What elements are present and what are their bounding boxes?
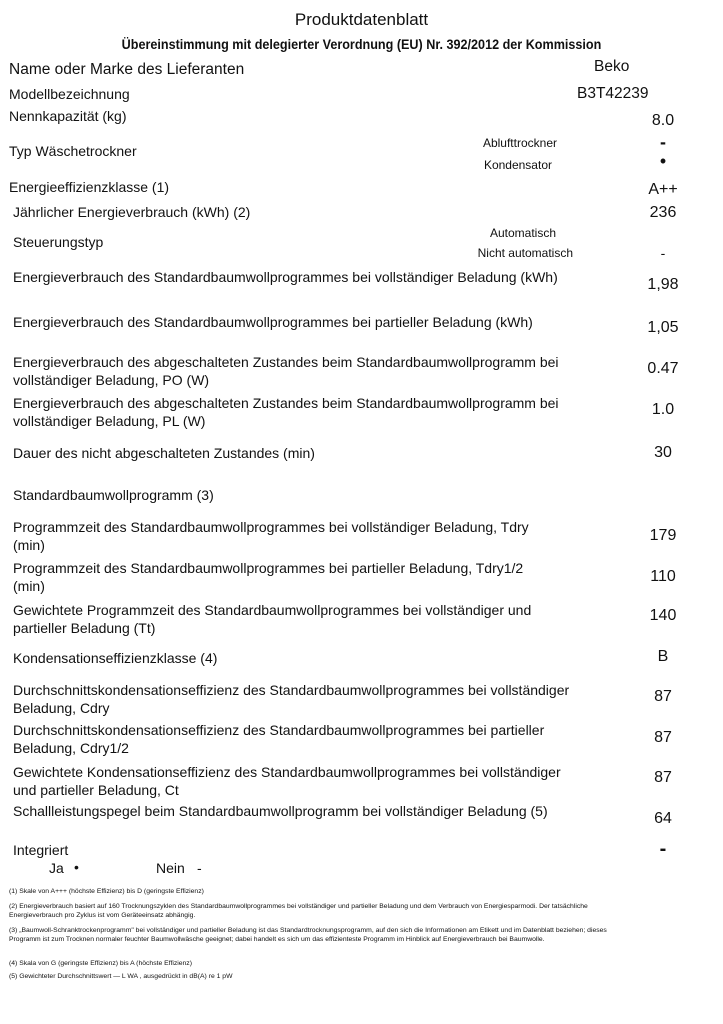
energy-partial-value: 1,05 — [647, 319, 679, 336]
cond-full-label: Durchschnittskondensationseffizienz des Standardbaumwollprogrammes bei vollständiger Beladung, Cdry — [13, 682, 570, 716]
footnote-1: (1) Skale von A+++ (höchste Effizienz) bis D (geringste Effizienz) — [9, 888, 204, 895]
standard-program-heading: Standardbaumwollprogramm (3) — [13, 487, 214, 503]
left-on-duration-label: Dauer des nicht abgeschalteten Zustandes (min) — [13, 445, 315, 461]
left-on-mode-label: Energieverbrauch des abgeschalteten Zustandes beim Standardbaumwollprogramm bei vollständiger Beladung, PL (W) — [13, 395, 559, 429]
control-type-manual-value: - — [660, 245, 666, 261]
integrated-no-label: Nein — [156, 860, 185, 876]
control-type-option-manual: Nicht automatisch — [477, 246, 573, 260]
noise-label: Schallleistungspegel beim Standardbaumwollprogramm bei vollständiger Beladung (5) — [13, 803, 548, 819]
supplier-value: Beko — [594, 58, 630, 75]
integrated-value: - — [659, 838, 667, 860]
off-mode-label: Energieverbrauch des abgeschalteten Zustandes beim Standardbaumwollprogramm bei vollständiger Beladung, PO (W) — [13, 354, 559, 388]
integrated-label: Integriert — [13, 842, 69, 858]
energy-partial-label: Energieverbrauch des Standardbaumwollprogrammes bei partieller Beladung (kWh) — [13, 314, 533, 330]
control-type-option-automatic: Automatisch — [489, 226, 556, 240]
footnote-4: (4) Skala von G (geringste Effizienz) bis A (höchste Effizienz) — [9, 960, 192, 967]
integrated-no-mark: - — [197, 860, 202, 876]
off-mode-value: 0.47 — [647, 360, 679, 377]
energy-class-label: Energieeffizienzklasse (1) — [9, 179, 170, 195]
cond-weighted-value: 87 — [654, 769, 672, 786]
dryer-type-label: Typ Wäschetrockner — [9, 143, 137, 159]
integrated-yes-mark: • — [74, 859, 79, 875]
energy-full-value: 1,98 — [647, 276, 679, 293]
footnote-2: (2) Energieverbrauch basiert auf 160 Trocknungszyklen des Standardbaumwollprogrammes bei vollständiger und partieller Beladung und dem Verbrauch von Energiesparmodi. Der tatsächliche Energieverbrauch pro Zyklus ist vom Geräteeinsatz abhängig. — [9, 903, 588, 919]
dryer-type-vented-value: - — [660, 132, 666, 152]
footnote-5: (5) Gewichteter Durchschnittswert — L WA , ausgedrückt in dB(A) re 1 pW — [9, 973, 233, 980]
left-on-mode-value: 1.0 — [651, 401, 675, 418]
time-full-label: Programmzeit des Standardbaumwollprogrammes bei vollständiger Beladung, Tdry (min) — [13, 519, 529, 553]
page-subtitle: Übereinstimmung mit delegierter Verordnung (EU) Nr. 392/2012 der Kommission — [121, 36, 602, 52]
time-full-value: 179 — [649, 527, 677, 544]
page-title: Produktdatenblatt — [294, 10, 429, 29]
noise-value: 64 — [654, 810, 672, 827]
cond-partial-label: Durchschnittskondensationseffizienz des Standardbaumwollprogrammes bei partieller Beladung, Cdry1/2 — [13, 722, 545, 756]
annual-consumption-label: Jährlicher Energieverbrauch (kWh) (2) — [13, 204, 251, 220]
dryer-type-option-vented: Ablufttrockner — [482, 136, 557, 150]
cond-full-value: 87 — [654, 688, 672, 705]
model-value: B3T42239 — [577, 85, 649, 102]
footnote-3: (3) „Baumwoll-Schranktrockenprogramm" bei vollständiger und partieller Beladung ist das Standardtrocknungsprogramm, auf den sich die Informationen am Etikett und im Datenblatt beziehen; dieses Programm ist zum Trocknen normaler feuchter Baumwollwäsche geeignet; dabei handelt es sich um das effizienteste Programm im Hinblick auf Energieverbrauch bei Baumwolle. — [9, 927, 607, 943]
dryer-type-condenser-value: • — [659, 151, 667, 171]
time-weighted-value: 140 — [649, 607, 677, 624]
energy-class-value: A++ — [648, 181, 678, 198]
model-label: Modellbezeichnung — [9, 86, 130, 102]
dryer-type-option-condenser: Kondensator — [483, 158, 552, 172]
condensation-class-value: B — [657, 648, 669, 665]
capacity-value: 8.0 — [651, 112, 675, 129]
supplier-label: Name oder Marke des Lieferanten — [9, 61, 245, 78]
energy-full-label: Energieverbrauch des Standardbaumwollprogrammes bei vollständiger Beladung (kWh) — [13, 269, 558, 285]
cond-partial-value: 87 — [654, 729, 672, 746]
annual-consumption-value: 236 — [649, 204, 677, 221]
condensation-class-label: Kondensationseffizienzklasse (4) — [13, 650, 218, 666]
left-on-duration-value: 30 — [654, 444, 672, 461]
time-partial-value: 110 — [650, 568, 676, 585]
time-partial-label: Programmzeit des Standardbaumwollprogrammes bei partieller Beladung, Tdry1/2 (min) — [13, 560, 524, 594]
time-weighted-label: Gewichtete Programmzeit des Standardbaumwollprogrammes bei vollständiger und partieller Beladung (Tt) — [13, 602, 532, 636]
integrated-yes-label: Ja — [49, 860, 64, 876]
control-type-label: Steuerungstyp — [13, 234, 104, 250]
capacity-label: Nennkapazität (kg) — [9, 108, 127, 124]
cond-weighted-label: Gewichtete Kondensationseffizienz des Standardbaumwollprogrammes bei vollständiger und partieller Beladung, Ct — [13, 764, 561, 798]
